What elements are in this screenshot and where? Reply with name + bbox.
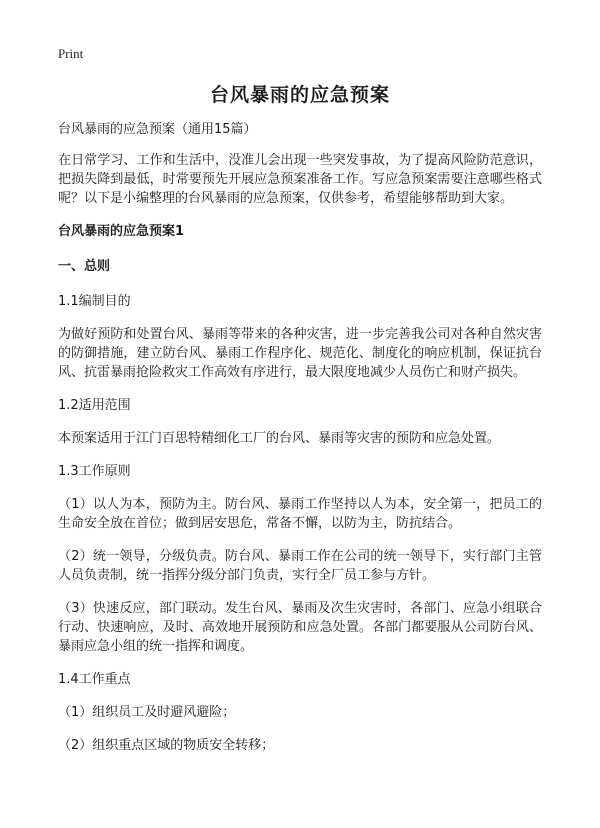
section-1-2-title: 1.2适用范围: [58, 398, 131, 413]
section-1-4-title: 1.4工作重点: [58, 672, 131, 687]
section-1-3-title: 1.3工作原则: [58, 464, 131, 479]
section-general-heading: 一、总则: [58, 259, 111, 274]
section-1-4-item-1: （1）组织员工及时避风避险；: [58, 705, 236, 720]
intro-paragraph: 在日常学习、工作和生活中，没准儿会出现一些突发事故，为了提高风险防范意识，把损失降到最低，时常要预先开展应急预案准备工作。写应急预案需要注意哪些格式呢？以下是小编整理的台风暴雨的应急预案，仅供参考，希望能够帮助到大家。: [58, 153, 542, 206]
page-title: 台风暴雨的应急预案: [209, 84, 390, 106]
plan-heading: 台风暴雨的应急预案1: [58, 224, 185, 239]
document-subtitle: 台风暴雨的应急预案（通用15篇）: [58, 122, 257, 137]
print-label: Print: [58, 46, 84, 61]
section-1-4-item-2: （2）组织重点区域的物质安全转移；: [58, 738, 275, 753]
section-1-3-para-1: （1）以人为本，预防为主。防台风、暴雨工作坚持以人为本，安全第一，把员工的生命安全放在首位；做到居安思危，常备不懈，以防为主，防抗结合。: [58, 497, 542, 531]
section-1-3-para-3: （3）快速反应，部门联动。发生台风、暴雨及次生灾害时，各部门、应急小组联合行动、快速响应，及时、高效地开展预防和应急处置。各部门都要服从公司防台风、暴雨应急小组的统一指挥和调度。: [58, 601, 542, 654]
document-body: [58, 120, 542, 769]
section-1-1-text: 为做好预防和处置台风、暴雨等带来的各种灾害，进一步完善我公司对各种自然灾害的防御措施，建立防台风、暴雨工作程序化、规范化、制度化的响应机制，保证抗台风、抗雷暴雨抢险救灾工作高效有序进行，最大限度地减少人员伤亡和财产损失。: [58, 327, 542, 380]
section-1-2-text: 本预案适用于江门百思特精细化工厂的台风、暴雨等灾害的预防和应急处置。: [58, 431, 501, 446]
section-1-1-title: 1.1编制目的: [58, 294, 131, 309]
section-1-3-para-2: （2）统一领导，分级负责。防台风、暴雨工作在公司的统一领导下，实行部门主管人员负责制，统一指挥分级分部门负责，实行全厂员工参与方针。: [58, 549, 542, 583]
